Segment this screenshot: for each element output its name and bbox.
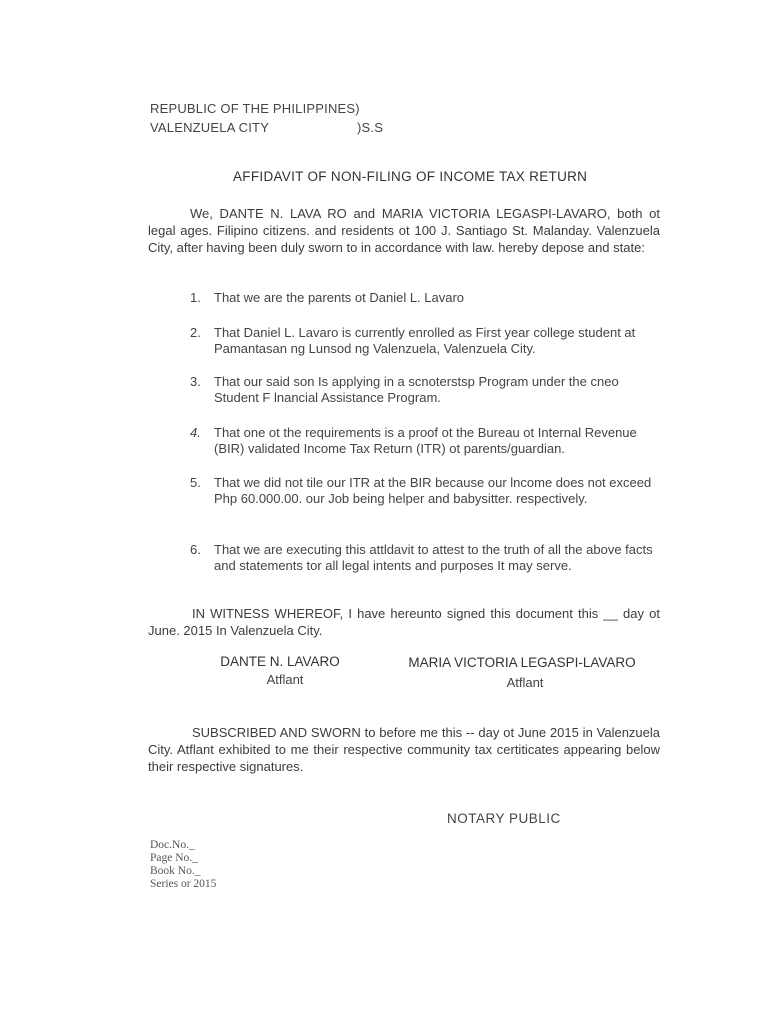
intro-paragraph: We, DANTE N. LAVA RO and MARIA VICTORIA LEGASPI-LAVARO, both ot legal ages. Filipino citizens. and residents ot 100 J. Santiago St. Malanday. Valenzuela City, after having been duly sworn to in accordance with law. hereby depose and state: [148, 206, 660, 255]
book-number: Book No._ [150, 865, 201, 877]
signatory-name: DANTE N. LAVARO [220, 654, 340, 669]
list-number: 6. [190, 542, 201, 557]
witness-paragraph: IN WITNESS WHEREOF, I have hereunto signed this document this __ day ot June. 2015 In Valenzuela City. [148, 606, 660, 638]
list-text: That we are executing this attldavit to attest to the truth of all the above facts and statements tor all legal intents and purposes It may serve. [214, 542, 653, 573]
venue-line-2-right: )S.S [357, 120, 384, 135]
list-text: That we are the parents ot Daniel L. Lavaro [214, 290, 465, 305]
list-number: 2. [190, 325, 201, 340]
venue-line-2-left: VALENZUELA CITY [150, 120, 270, 135]
venue-line-1: REPUBLIC OF THE PHILIPPINES) [150, 101, 360, 116]
signatory-role: Atflant [506, 675, 544, 690]
signatory-role: Atflant [266, 672, 304, 687]
page-number: Page No._ [150, 852, 198, 864]
list-item [190, 542, 660, 574]
doc-number: Doc.No._ [150, 839, 195, 851]
series-year: Series or 2015 [150, 878, 217, 890]
list-item [190, 425, 660, 457]
list-text: That one ot the requirements is a proof ot the Bureau ot Internal Revenue (BIR) validated Income Tax Return (ITR) ot parents/guardian. [214, 425, 637, 456]
list-text: That Daniel L. Lavaro is currently enrolled as First year college student at Pamantasan ng Lunsod ng Valenzuela, Valenzuela City. [214, 325, 636, 356]
list-number: 1. [190, 290, 201, 305]
list-item [190, 475, 660, 507]
list-item [190, 325, 660, 357]
list-number: 4. [190, 425, 201, 440]
list-item [190, 374, 660, 406]
signatory-name: MARIA VICTORIA LEGASPI-LAVARO [408, 655, 636, 670]
document-title: AFFIDAVIT OF NON-FILING OF INCOME TAX RETURN [233, 169, 588, 184]
notary-public-label: NOTARY PUBLIC [447, 811, 561, 826]
list-text: That we did not tile our ITR at the BIR because our lncome does not exceed Php 60.000.00. our Job being helper and babysitter. respectively. [214, 475, 652, 506]
list-number: 3. [190, 374, 201, 389]
subscribed-paragraph: SUBSCRIBED AND SWORN to before me this -- day ot June 2015 in Valenzuela City. Atflant exhibited to me their respective community tax certiticates appearing below their respective signatures. [148, 725, 660, 774]
list-number: 5. [190, 475, 201, 490]
list-text: That our said son Is applying in a scnoterstsp Program under the cneo Student F lnancial Assistance Program. [214, 374, 619, 405]
list-item [190, 290, 660, 306]
